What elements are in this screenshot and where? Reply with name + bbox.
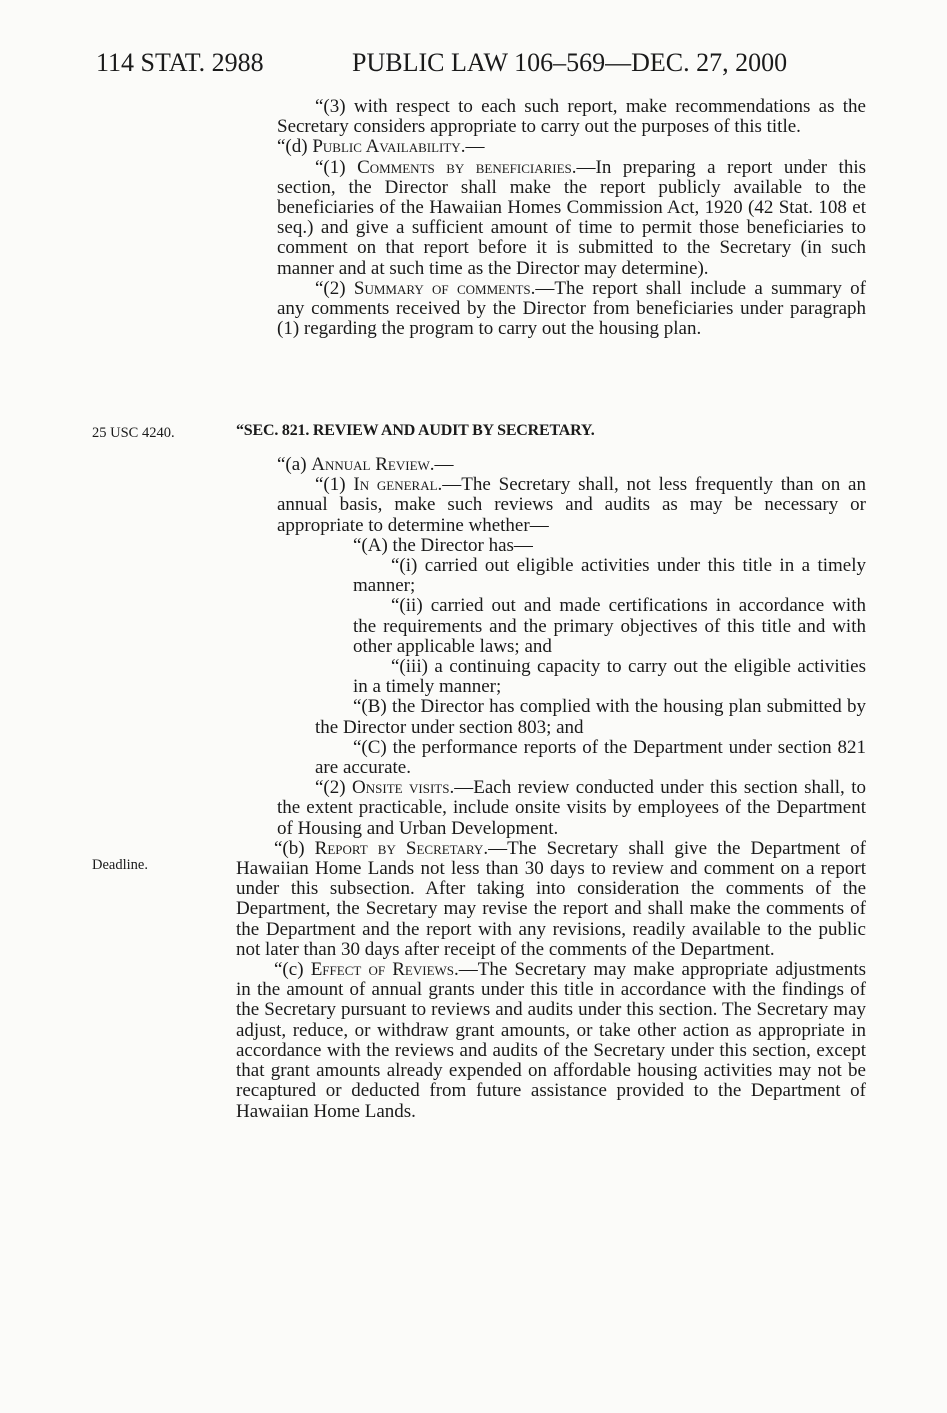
deadline-margin-note: Deadline.	[92, 857, 148, 873]
paragraph-b: “(b) Report by Secretary.—The Secretary shall give the Department of Hawaiian Home Lands not less than 30 days to review and comment on a report under this subsection. After taking into consideration the comments of the Department, the Secretary may revise the report and shall make the comments of the Department and the report with any revisions, readily available to the public not later than 30 days after receipt of the comments of the Department.	[236, 837, 867, 960]
paragraph-a1Aiii: “(iii) a continuing capacity to carry out the eligible activities in a timely manner;	[353, 656, 866, 698]
paragraph-a1: “(1) In general.—The Secretary shall, not less frequently than on an annual basis, make such reviews and audits as may be necessary or appropriate to determine whether—	[277, 474, 866, 536]
paragraph-d1: “(1) Comments by beneficiaries.—In preparing a report under this section, the Director shall make the report publicly available to the beneficiaries of the Hawaiian Homes Commission Act, 1920 (42 Stat. 108 et seq.) and give a sufficient amount of time to permit those beneficiaries to comment on that report before it is submitted to the Secretary (in such manner and at such time as the Director may determine).	[277, 156, 866, 279]
paragraph-a1B: “(B) the Director has complied with the housing plan submitted by the Director under section 803; and	[315, 696, 866, 738]
paragraph-c3: “(3) with respect to each such report, make recommendations as the Secretary considers appropriate to carry out the purposes of this title.	[277, 96, 866, 138]
paragraph-a1Aii: “(ii) carried out and made certifications in accordance with the requirements and the primary objectives of this title and with other applicable laws; and	[353, 595, 866, 657]
paragraph-a2: “(2) Onsite visits.—Each review conducted under this section shall, to the extent practicable, include onsite visits by employees of the Department of Housing and Urban Development.	[277, 777, 867, 839]
paragraph-d2: “(2) Summary of comments.—The report shall include a summary of any comments received by the Director from beneficiaries under paragraph (1) regarding the program to carry out the housing plan.	[277, 277, 866, 340]
paragraph-c: “(c) Effect of Reviews.—The Secretary may make appropriate adjustments in the amount of annual grants under this title in accordance with the findings of the Secretary pursuant to reviews and audits under this section. The Secretary may adjust, reduce, or withdraw grant amounts, or take other action as appropriate in accordance with the reviews and audits of the Secretary under this section, except that grant amounts already expended on affordable housing activities may not be recaptured or deducted from future assistance provided to the Department of Hawaiian Home Lands.	[236, 959, 866, 1122]
paragraph-a1C: “(C) the performance reports of the Department under section 821 are accurate.	[315, 736, 866, 779]
heading-d: “(d) Public Availability.—	[277, 136, 485, 158]
paragraph-a1Ai: “(i) carried out eligible activities under this title in a timely manner;	[353, 555, 866, 597]
text-block-upper	[277, 97, 866, 339]
public-law-title: PUBLIC LAW 106–569—DEC. 27, 2000	[352, 48, 788, 77]
text-block-section-821	[236, 455, 866, 1122]
page-citation: 114 STAT. 2988	[96, 48, 264, 77]
heading-a: “(a) Annual Review.—	[277, 454, 454, 475]
section-heading: “SEC. 821. REVIEW AND AUDIT BY SECRETARY.	[236, 422, 595, 439]
usc-margin-note: 25 USC 4240.	[92, 425, 175, 441]
paragraph-a1A: “(A) the Director has—	[353, 534, 533, 556]
